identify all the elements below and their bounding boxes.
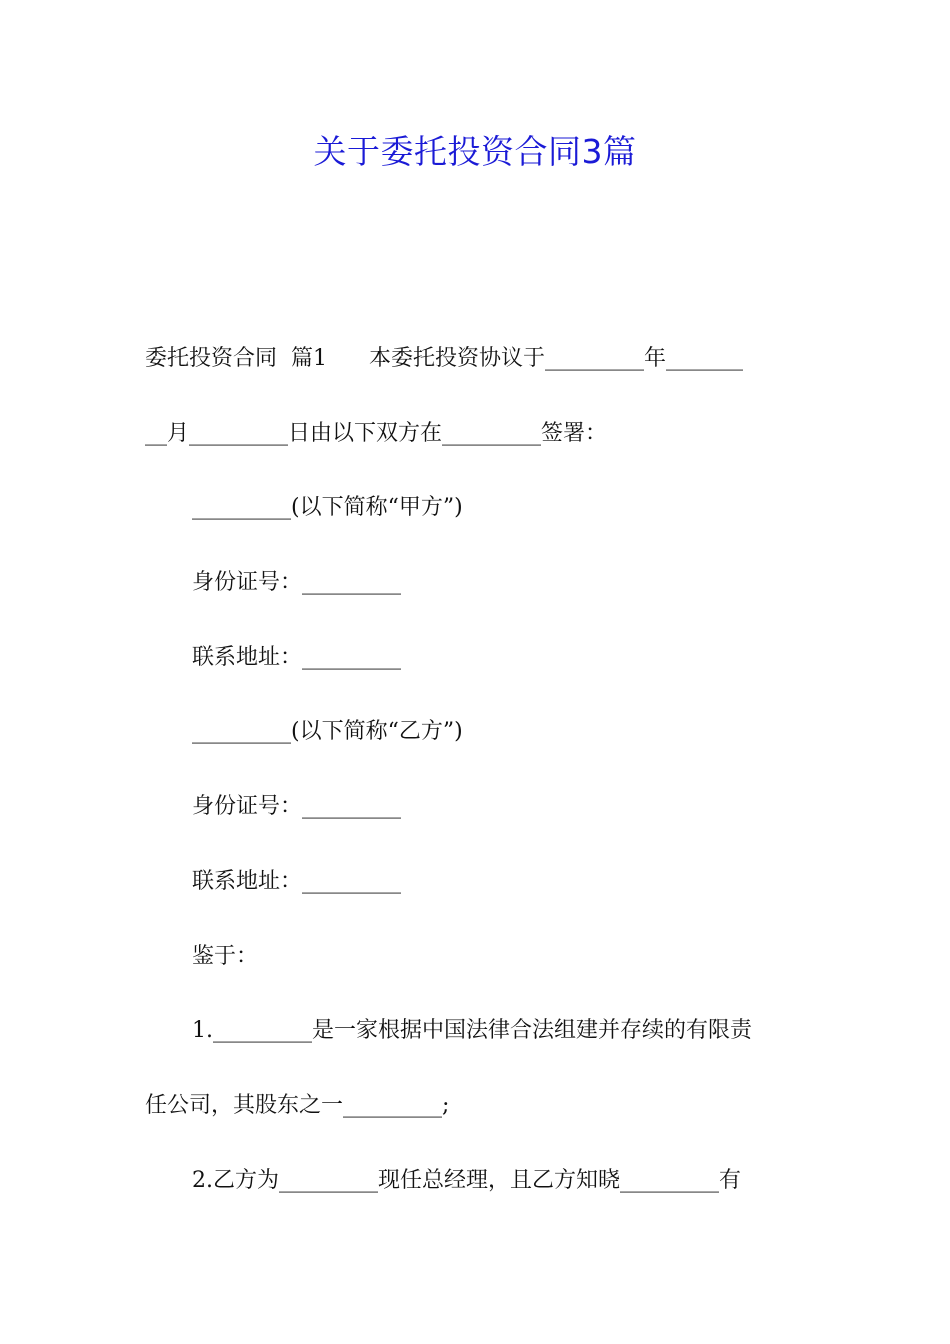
party-a-id-line: 身份证号：_________ xyxy=(192,570,402,595)
party-b-address-line: 联系地址：_________ xyxy=(192,869,402,894)
document-title: 关于委托投资合同3篇 xyxy=(313,132,637,171)
paragraph-line-1: 委托投资合同 篇1 本委托投资协议于_________年_______ xyxy=(145,346,743,371)
paragraph-line-2: __月_________日由以下双方在_________签署： xyxy=(145,421,608,446)
party-a-address-line: 联系地址：_________ xyxy=(192,645,402,670)
clause-1-line-1: 1._________是一家根据中国法律合法组建并存续的有限责 xyxy=(192,1018,752,1043)
clause-2-line-1: 2.乙方为_________现任总经理，且乙方知晓_________有 xyxy=(192,1168,741,1193)
party-b-name-line: _________(以下简称“乙方”) xyxy=(192,719,463,744)
party-a-name-line: _________(以下简称“甲方”) xyxy=(192,495,463,520)
clause-1-line-2: 任公司，其股东之一_________; xyxy=(145,1093,450,1118)
whereas-heading: 鉴于： xyxy=(192,944,259,969)
party-b-id-line: 身份证号：_________ xyxy=(192,794,402,819)
